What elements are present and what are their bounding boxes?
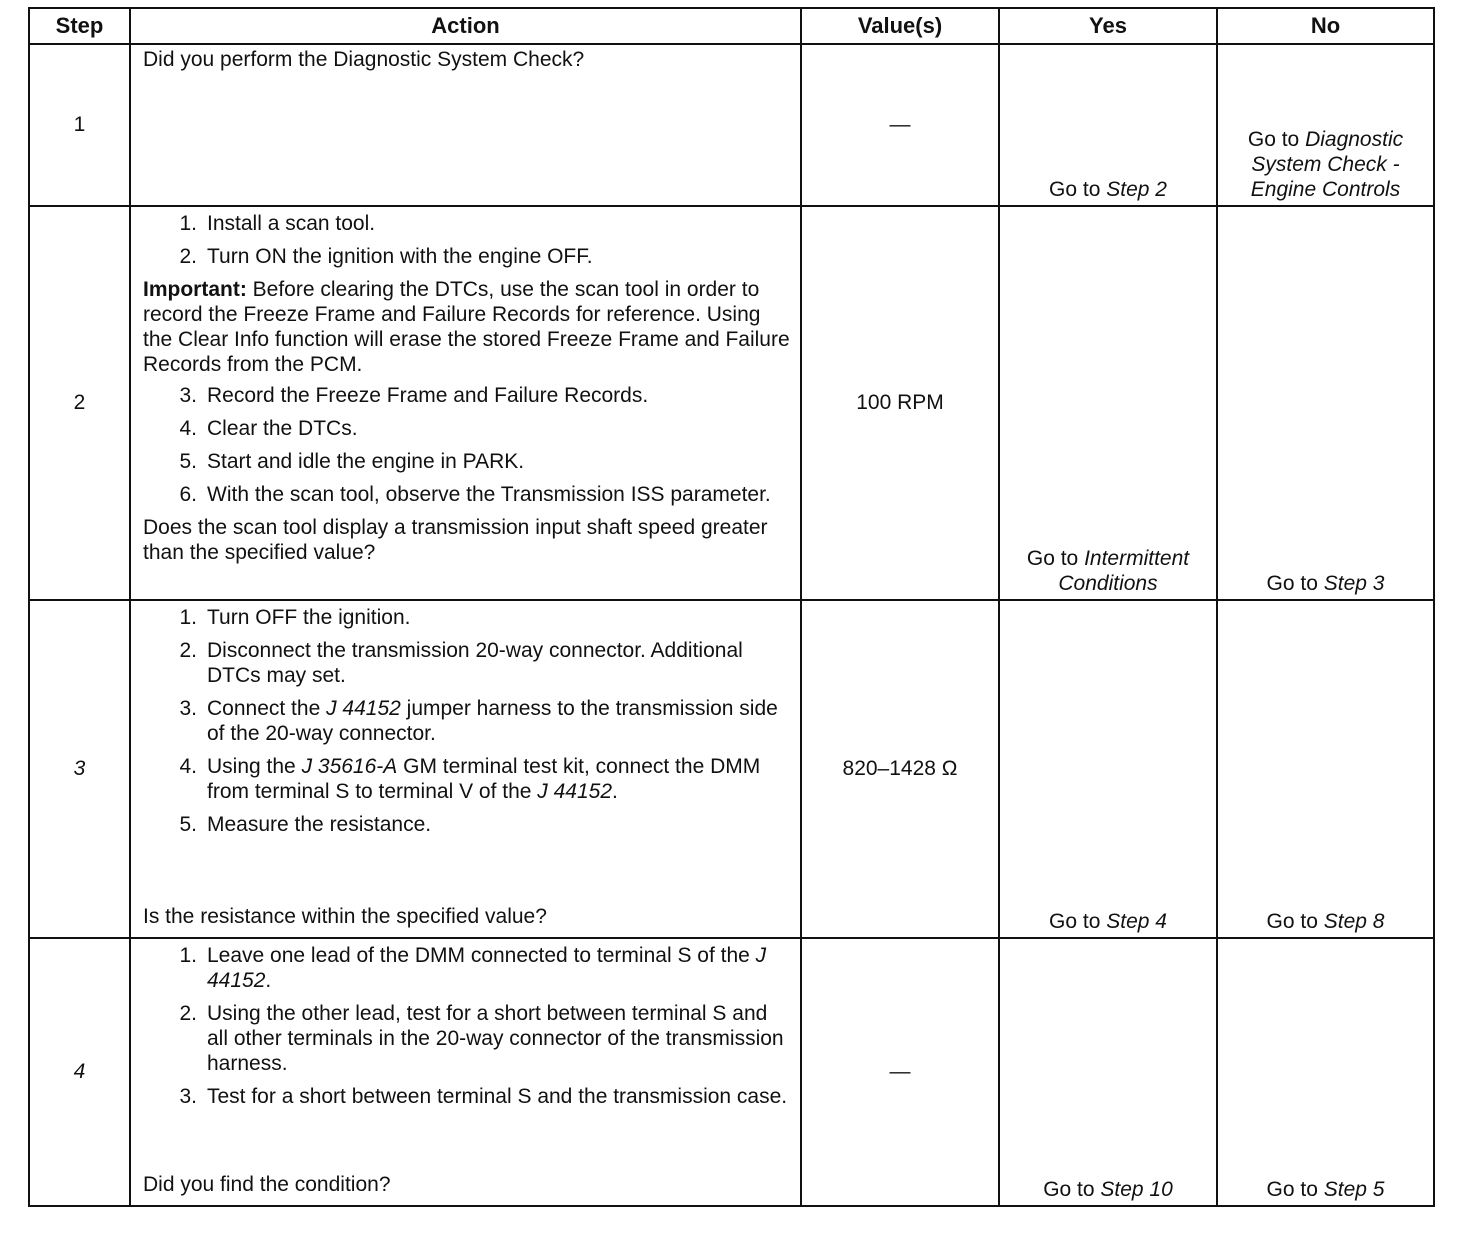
- list-item: 5. Measure the resistance.: [179, 813, 432, 836]
- action-cell: [130, 600, 801, 938]
- list-item: 3. Record the Freeze Frame and Failure Records.: [179, 384, 649, 407]
- procedure-list: [143, 383, 792, 507]
- tool-reference: J 35616-A: [301, 755, 398, 778]
- yes-cell: [999, 600, 1217, 938]
- value-cell: —: [801, 44, 999, 206]
- procedure-list: [143, 211, 792, 269]
- go-to-label: Go to: [1043, 1178, 1101, 1201]
- no-cell: [1217, 938, 1434, 1206]
- go-to-link[interactable]: Step 5: [1323, 1178, 1385, 1201]
- header-yes: Yes: [999, 8, 1217, 44]
- list-item: 2. Turn ON the ignition with the engine OFF.: [179, 245, 593, 268]
- table-row: [29, 600, 1434, 938]
- header-no: No: [1217, 8, 1434, 44]
- diagnostic-table: [28, 7, 1435, 1207]
- action-cell: [130, 206, 801, 600]
- go-to-label: Go to: [1026, 547, 1085, 570]
- list-item: 1. Leave one lead of the DMM connected to terminal S of the J 44152.: [179, 944, 767, 992]
- table-row: [29, 206, 1434, 600]
- list-item: 5. Start and idle the engine in PARK.: [179, 450, 525, 473]
- list-item: 4. Using the J 35616-A GM terminal test kit, connect the DMM from terminal S to terminal V of the J 44152.: [179, 755, 761, 803]
- action-cell: [130, 44, 801, 206]
- go-to-link[interactable]: Intermittent Conditions: [1058, 547, 1190, 595]
- table-row: [29, 938, 1434, 1206]
- list-item: 2. Disconnect the transmission 20-way connector. Additional DTCs may set.: [179, 639, 743, 687]
- step-number: 2: [29, 206, 130, 600]
- list-item: 1. Install a scan tool.: [179, 212, 376, 235]
- table-row: [29, 44, 1434, 206]
- value-cell: 820–1428 Ω: [801, 600, 999, 938]
- tool-reference: J 44152: [207, 944, 767, 992]
- go-to-link[interactable]: Step 3: [1323, 572, 1385, 595]
- header-values: Value(s): [801, 8, 999, 44]
- action-question: Did you find the condition?: [143, 1173, 391, 1196]
- important-label: Important:: [143, 278, 247, 301]
- value-cell: —: [801, 938, 999, 1206]
- list-item: 3. Connect the J 44152 jumper harness to the transmission side of the 20-way connector.: [179, 697, 778, 745]
- go-to-label: Go to: [1049, 910, 1107, 933]
- step-number: 4: [29, 938, 130, 1206]
- yes-cell: [999, 44, 1217, 206]
- go-to-link[interactable]: Step 8: [1323, 910, 1385, 933]
- no-cell: [1217, 600, 1434, 938]
- yes-cell: [999, 938, 1217, 1206]
- yes-cell: [999, 206, 1217, 600]
- important-text: Before clearing the DTCs, use the scan tool in order to record the Freeze Frame and Failure Records for reference. Using the Clear Info function will erase the stored Freeze Frame and Failure Records from the PCM.: [143, 278, 790, 376]
- action-question: Is the resistance within the specified value?: [143, 905, 547, 928]
- go-to-link[interactable]: Diagnostic System Check - Engine Controls: [1250, 128, 1404, 201]
- go-to-label: Go to: [1049, 178, 1107, 201]
- no-cell: [1217, 206, 1434, 600]
- list-item: 4. Clear the DTCs.: [179, 417, 358, 440]
- go-to-label: Go to: [1266, 910, 1324, 933]
- tool-reference: J 44152: [537, 780, 613, 803]
- header-step: Step: [29, 8, 130, 44]
- step-number: 1: [29, 44, 130, 206]
- list-item: 6. With the scan tool, observe the Transmission ISS parameter.: [179, 483, 771, 506]
- go-to-label: Go to: [1266, 572, 1324, 595]
- procedure-list: [143, 605, 792, 845]
- go-to-label: Go to: [1247, 128, 1306, 151]
- header-row: [29, 8, 1434, 44]
- list-item: 3. Test for a short between terminal S and the transmission case.: [179, 1085, 788, 1108]
- action-question: Does the scan tool display a transmission input shaft speed greater than the specified value?: [143, 516, 768, 564]
- step-number: 3: [29, 600, 130, 938]
- value-cell: 100 RPM: [801, 206, 999, 600]
- action-question: Did you perform the Diagnostic System Check?: [143, 48, 585, 71]
- header-action: Action: [130, 8, 801, 44]
- action-cell: [130, 938, 801, 1206]
- go-to-label: Go to: [1266, 1178, 1324, 1201]
- go-to-link[interactable]: Step 2: [1106, 178, 1167, 201]
- procedure-list: [143, 943, 792, 1117]
- no-cell: [1217, 44, 1434, 206]
- list-item: 2. Using the other lead, test for a short between terminal S and all other terminals in the 20-way connector of the transmission harness.: [179, 1002, 784, 1075]
- important-note: [143, 277, 792, 377]
- go-to-link[interactable]: Step 10: [1100, 1178, 1173, 1201]
- list-item: 1. Turn OFF the ignition.: [179, 606, 411, 629]
- tool-reference: J 44152: [326, 697, 401, 720]
- go-to-link[interactable]: Step 4: [1106, 910, 1167, 933]
